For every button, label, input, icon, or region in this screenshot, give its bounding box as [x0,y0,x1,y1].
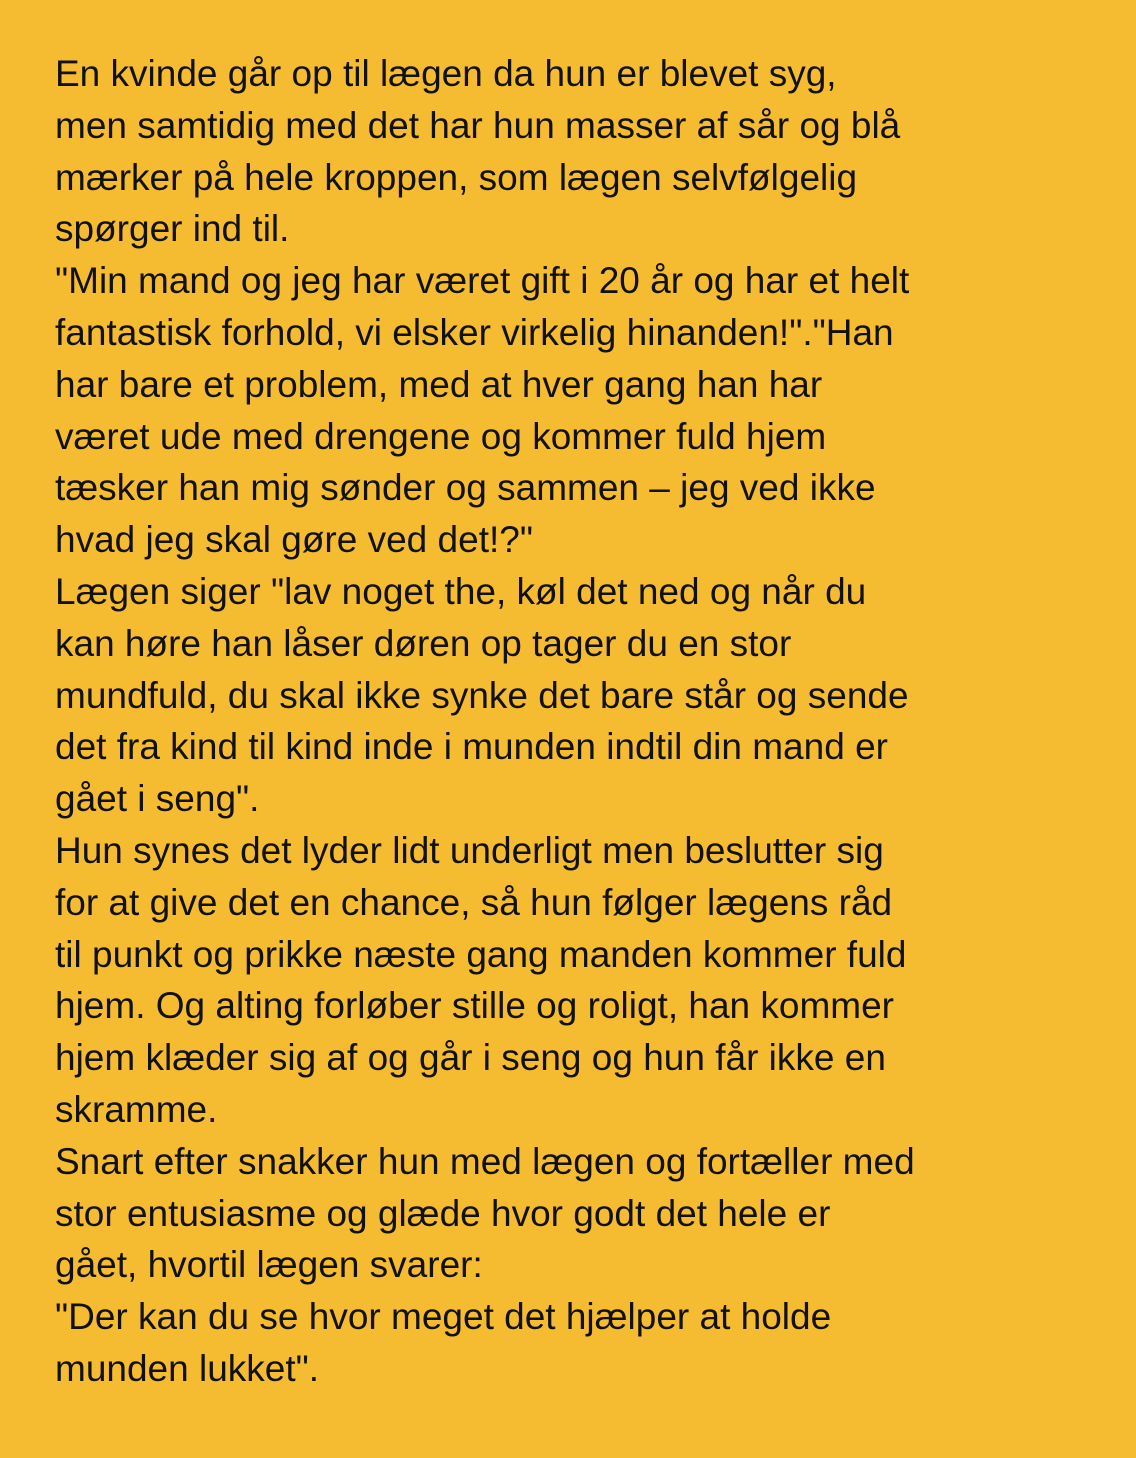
text-line-20: hjem klæder sig af og går i seng og hun får ikke en [55,1037,886,1079]
text-line-1: En kvinde går op til lægen da hun er blevet syg, [55,53,837,94]
text-line-18: til punkt og prikke næste gang manden kommer fuld [55,933,907,975]
text-line-11: Lægen siger "lav noget the, køl det ned og når du [55,570,867,612]
text-line-24: gået, hvortil lægen svarer: [55,1244,483,1286]
text-line-23: stor entusiasme og glæde hvor godt det hele er [55,1192,831,1234]
text-line-25: "Der kan du se hvor meget det hjælper at holde [55,1296,832,1338]
text-line-15: gået i seng". [55,778,260,820]
text-line-17: for at give det en chance, så hun følger lægens råd [55,881,893,923]
text-line-13: mundfuld, du skal ikke synke det bare står og sende [55,674,909,716]
text-line-5: "Min mand og jeg har været gift i 20 år og har et helt [55,260,910,302]
text-line-8: været ude med drengene og kommer fuld hjem [55,415,827,457]
text-line-3: mærker på hele kroppen, som lægen selvfølgelig [55,156,858,198]
text-line-22: Snart efter snakker hun med lægen og fortæller med [55,1140,915,1182]
text-line-21: skramme. [55,1088,218,1130]
joke-text [55,48,1115,1395]
text-line-19: hjem. Og alting forløber stille og roligt, han kommer [55,985,895,1027]
text-line-26: munden lukket". [55,1347,320,1389]
text-line-2: men samtidig med det har hun masser af sår og blå [55,104,901,146]
text-line-14: det fra kind til kind inde i munden indtil din mand er [55,726,888,768]
text-line-7: har bare et problem, med at hver gang han har [55,363,823,405]
text-line-6: fantastisk forhold, vi elsker virkelig hinanden!"."Han [55,311,894,353]
text-line-4: spørger ind til. [55,208,290,250]
text-line-12: kan høre han låser døren op tager du en stor [55,622,792,664]
text-line-16: Hun synes det lyder lidt underligt men beslutter sig [55,829,884,871]
text-line-9: tæsker han mig sønder og sammen – jeg ved ikke [55,467,876,509]
text-line-10: hvad jeg skal gøre ved det!?" [55,519,533,561]
